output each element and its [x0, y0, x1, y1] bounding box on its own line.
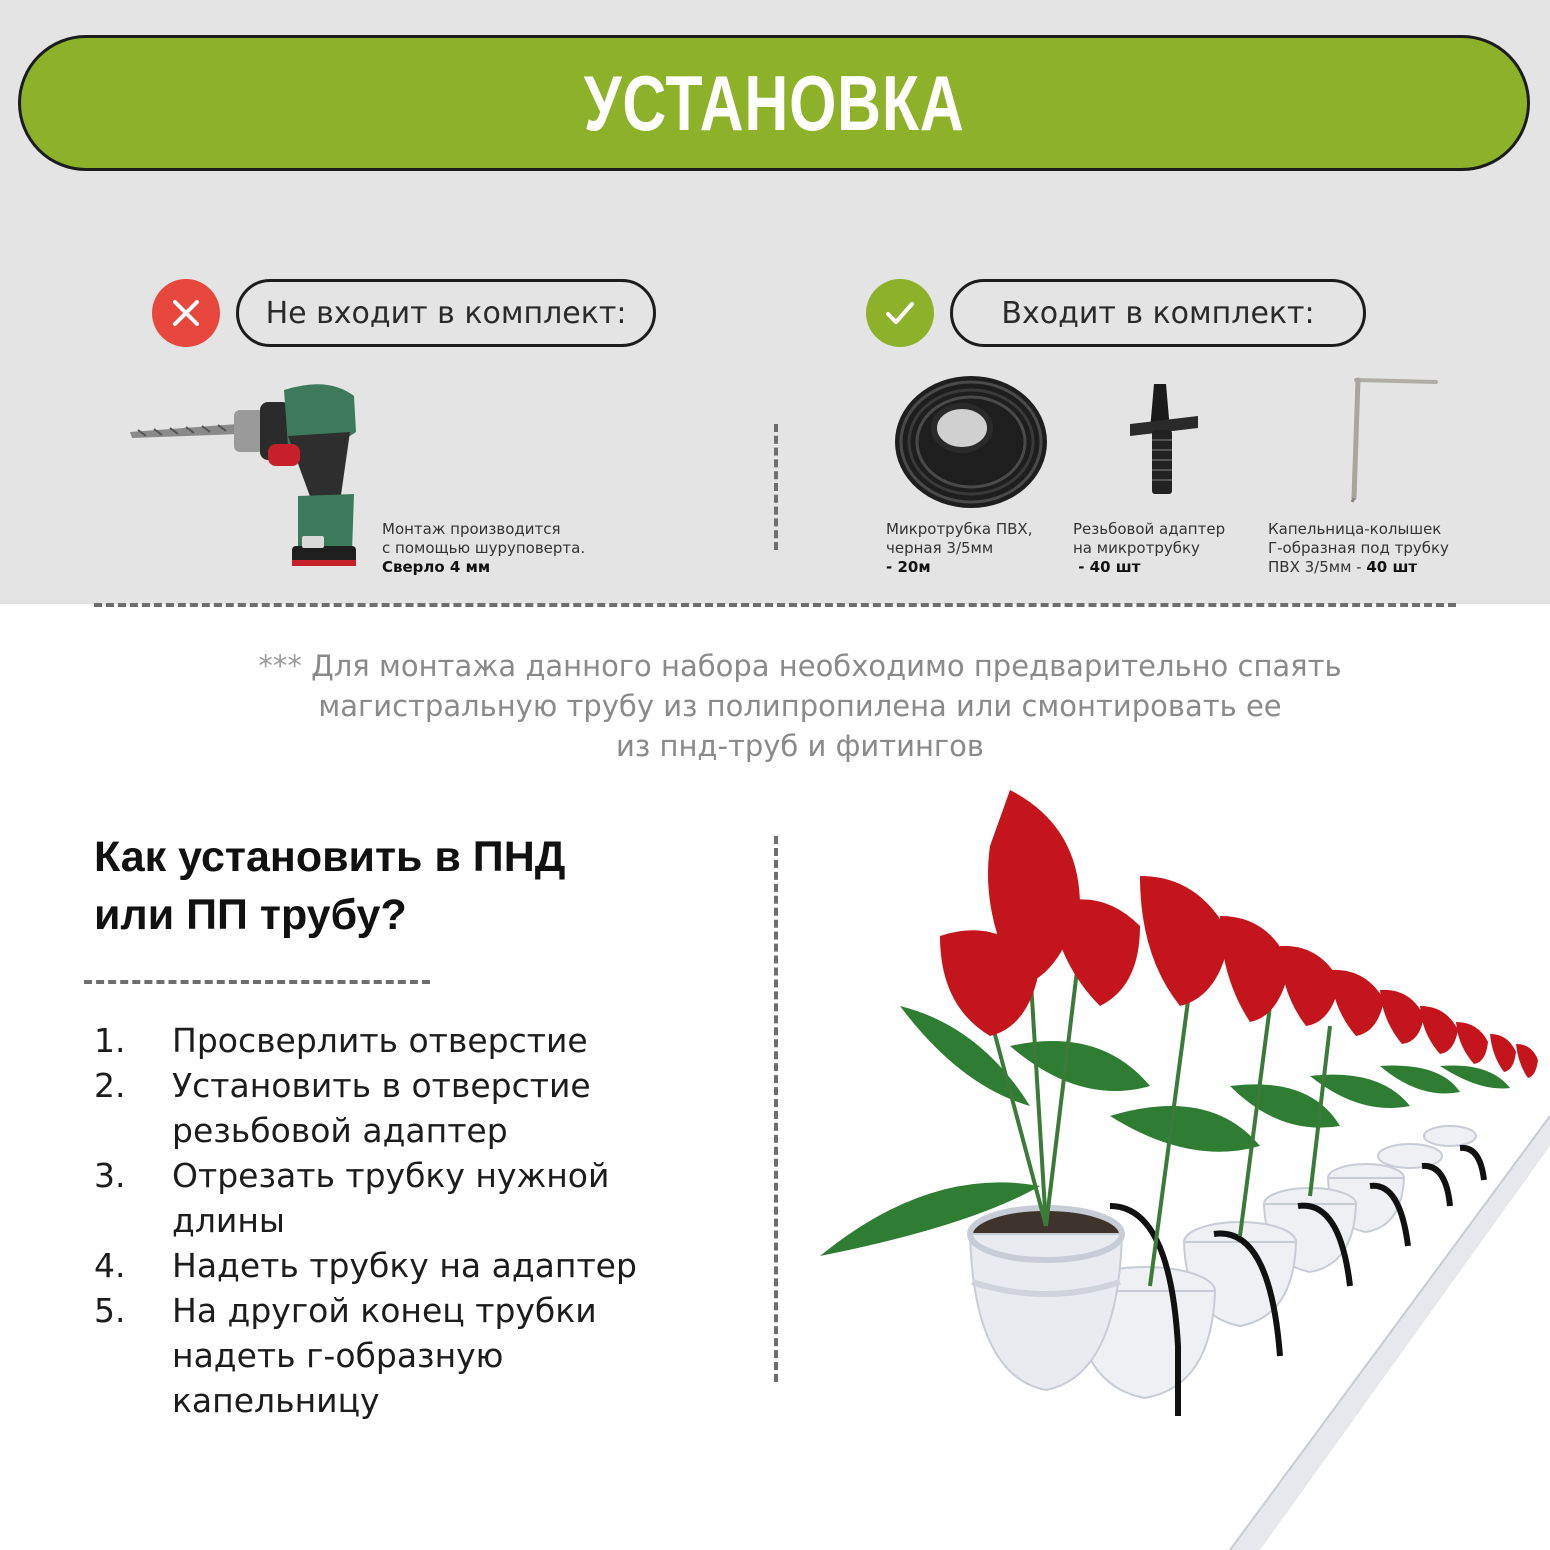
check-icon	[866, 279, 934, 347]
list-item: 5. На другой конец трубки надеть г-образную капельницу	[94, 1291, 597, 1420]
threaded-adapter-image	[1126, 380, 1202, 498]
plants-irrigation-illustration	[810, 786, 1550, 1550]
close-icon	[152, 279, 220, 347]
list-item: 2. Установить в отверстие резьбовой адаптер	[94, 1066, 591, 1150]
included-label: Входит в комплект:	[950, 279, 1366, 347]
title-banner	[18, 35, 1530, 171]
vertical-divider-top	[774, 424, 778, 550]
stake-caption: Капельница-колышек Г-образная под трубку ПВХ 3/5мм - 40 шт	[1268, 520, 1449, 576]
screwdriver-image	[128, 376, 364, 572]
steps-list	[94, 1018, 714, 1423]
section-divider	[94, 603, 1456, 607]
list-item: 3. Отрезать трубку нужной длины	[94, 1156, 610, 1240]
not-included-label: Не входит в комплект:	[236, 279, 656, 347]
list-item: 4. Надеть трубку на адаптер	[94, 1246, 637, 1285]
screwdriver-caption: Монтаж производится с помощью шуруповерта. Сверло 4 мм	[382, 520, 586, 576]
banner-title: УСТАНОВКА	[583, 58, 965, 147]
howto-divider	[84, 980, 430, 984]
vertical-divider-bottom	[774, 836, 778, 1382]
howto-title: Как установить в ПНД или ПП трубу?	[94, 833, 566, 939]
tube-coil-image	[890, 372, 1052, 512]
tube-caption: Микротрубка ПВХ, черная 3/5мм - 20м	[886, 520, 1033, 576]
list-item: 1. Просверлить отверстие	[94, 1021, 588, 1060]
adapter-caption: Резьбовой адаптер на микротрубку - 40 шт	[1073, 520, 1226, 576]
l-stake-dripper-image	[1344, 374, 1440, 504]
installation-note: *** Для монтажа данного набора необходимо предварительно спаять магистральную трубу из полипропилена или смонтировать ее из пнд-труб и фитингов	[258, 649, 1342, 763]
